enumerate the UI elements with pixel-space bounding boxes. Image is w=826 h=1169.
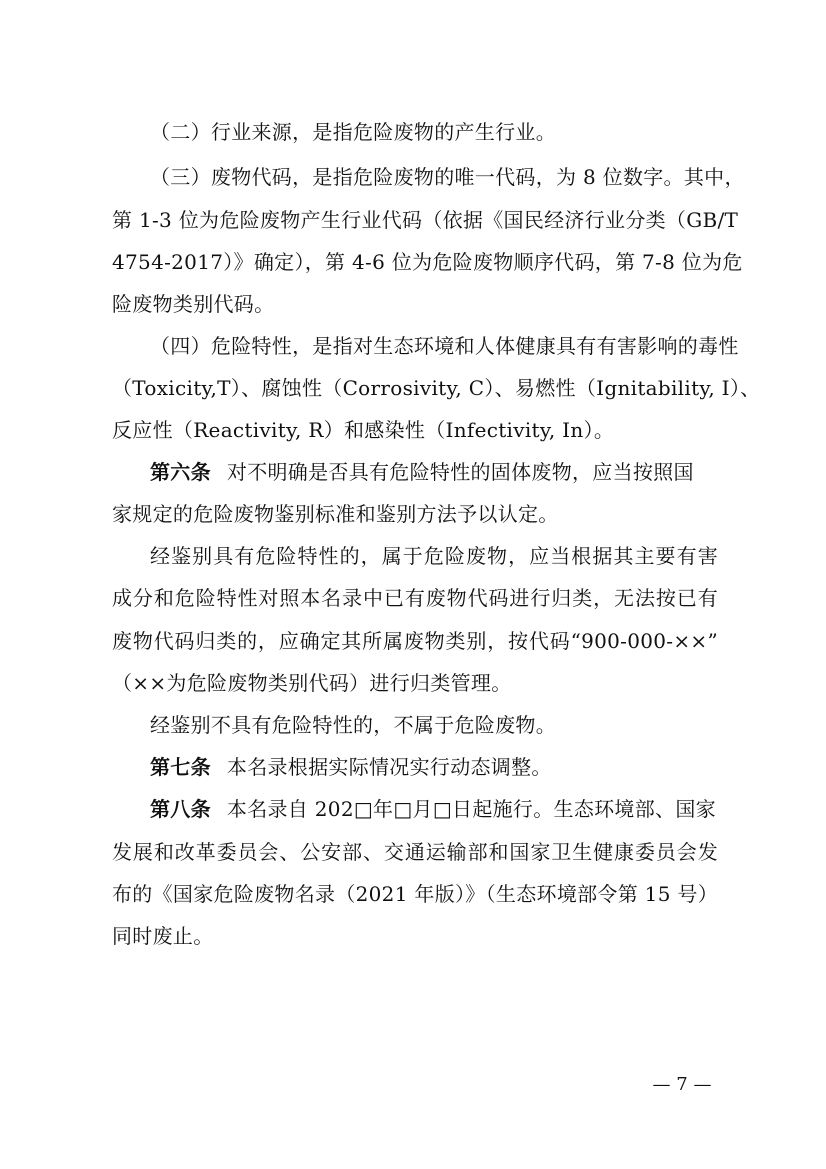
paragraph-text: 本名录自 202□年□月□日起施行。生态环境部、国家 bbox=[226, 797, 716, 821]
paragraph-line: 反应性（Reactivity, R）和感染性（Infectivity, In）。 bbox=[112, 418, 615, 442]
article-heading: 第六条 bbox=[150, 460, 211, 484]
article-heading: 第七条 bbox=[150, 755, 211, 779]
page-number: — 7 — bbox=[652, 1074, 712, 1095]
article-eight-first-line bbox=[150, 795, 718, 823]
paragraph-line: 第 1-3 位为危险废物产生行业代码（依据《国民经济行业分类（GB/T bbox=[112, 208, 739, 232]
paragraph-line: 经鉴别具有危险特性的，属于危险废物，应当根据其主要有害 bbox=[150, 544, 718, 568]
paragraph-line: 发展和改革委员会、公安部、交通运输部和国家卫生健康委员会发 bbox=[112, 840, 718, 864]
paragraph-line: 家规定的危险废物鉴别标准和鉴别方法予以认定。 bbox=[112, 502, 559, 526]
paragraph-line: 险废物类别代码。 bbox=[112, 292, 275, 316]
paragraph-line: 成分和危险特性对照本名录中已有废物代码进行归类，无法按已有 bbox=[112, 586, 718, 610]
paragraph-text: 对不明确是否具有危险特性的固体废物，应当按照国 bbox=[226, 460, 694, 484]
paragraph-line: （二）行业来源，是指危险废物的产生行业。 bbox=[150, 120, 556, 144]
paragraph-line: （四）危险特性，是指对生态环境和人体健康具有有害影响的毒性 bbox=[150, 334, 739, 358]
paragraph-line: 布的《国家危险废物名录（2021 年版）》（生态环境部令第 15 号） bbox=[112, 882, 718, 906]
article-six-first-line bbox=[150, 458, 718, 486]
paragraph-line: 废物代码归类的，应确定其所属废物类别，按代码“900-000-××” bbox=[112, 629, 718, 653]
paragraph-line: （Toxicity,T）、腐蚀性（Corrosivity, C）、易燃性（Ignitability, I）、 bbox=[112, 376, 761, 400]
paragraph-line: 经鉴别不具有危险特性的，不属于危险废物。 bbox=[150, 713, 556, 737]
article-seven-line bbox=[150, 753, 718, 781]
paragraph-line: （××为危险废物类别代码）进行归类管理。 bbox=[112, 671, 512, 695]
paragraph-line: （三）废物代码，是指危险废物的唯一代码，为 8 位数字。其中， bbox=[150, 165, 745, 189]
article-heading: 第八条 bbox=[150, 797, 211, 821]
paragraph-line: 4754-2017）》确定），第 4-6 位为危险废物顺序代码，第 7-8 位为危 bbox=[112, 250, 743, 274]
paragraph-line: 同时废止。 bbox=[112, 924, 214, 948]
paragraph-text: 本名录根据实际情况实行动态调整。 bbox=[226, 755, 552, 779]
